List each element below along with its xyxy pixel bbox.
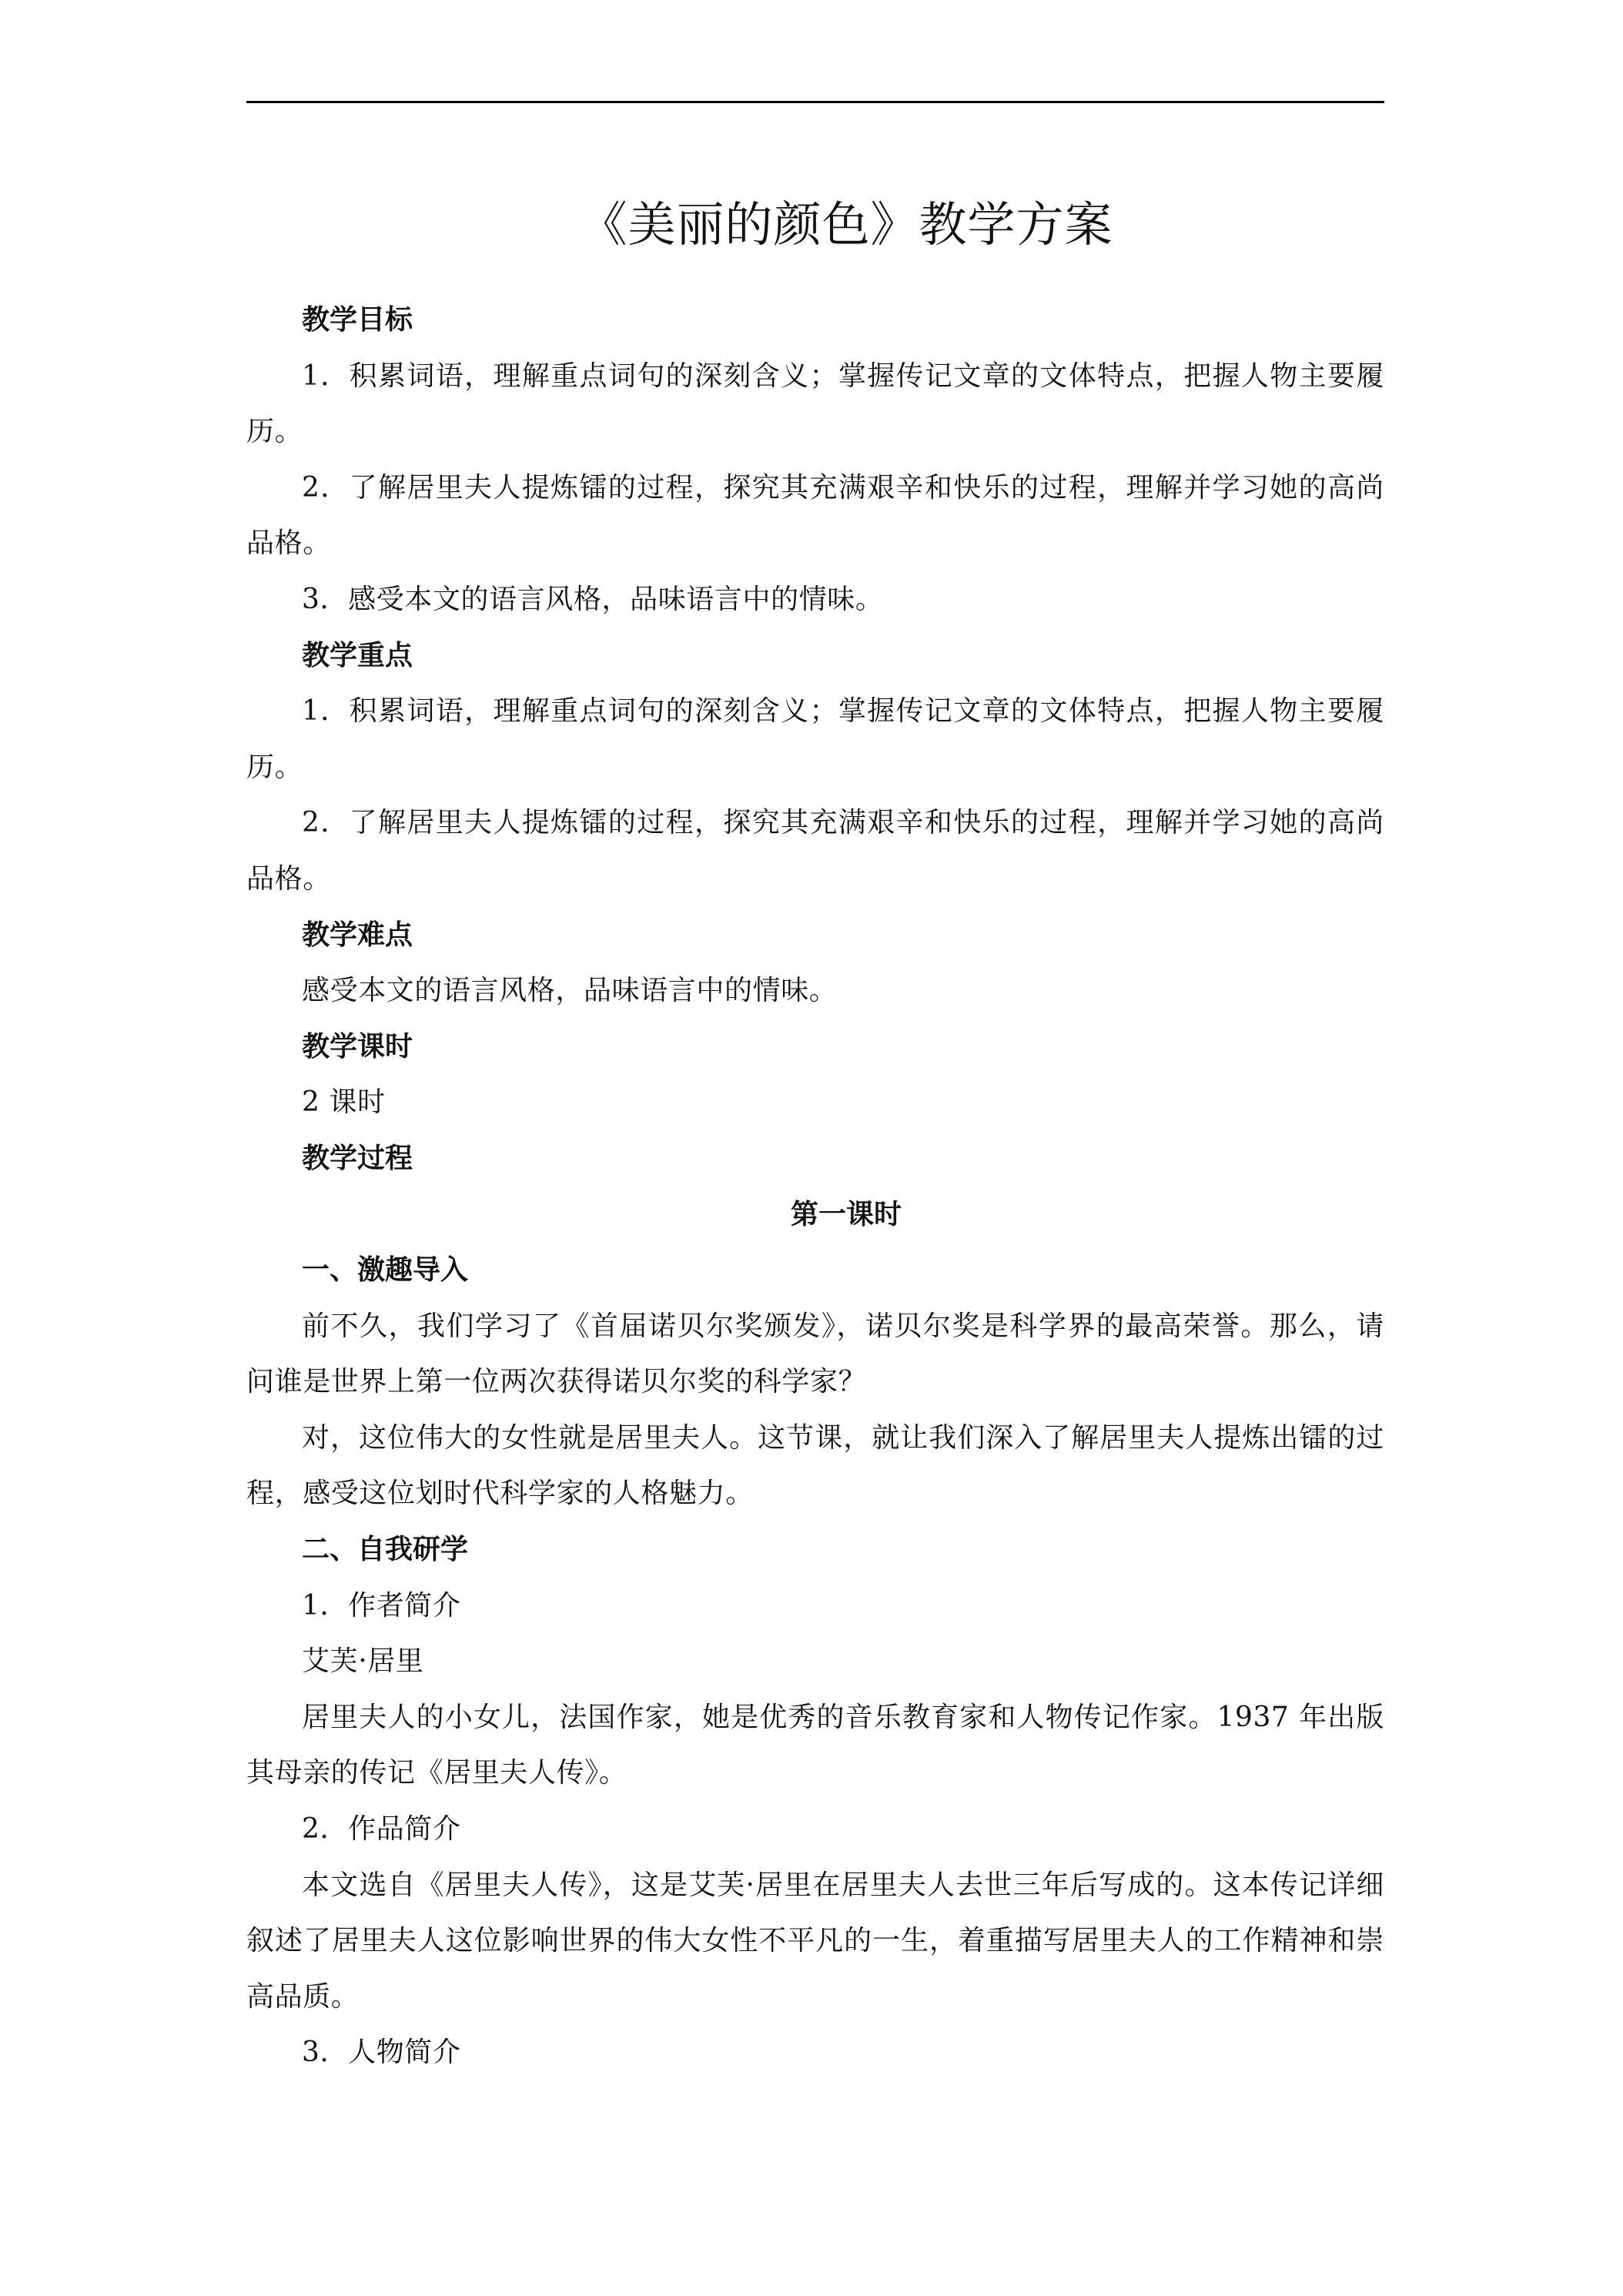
section-heading-intro: 一、激趣导入 <box>302 1254 469 1287</box>
paragraph: 感受本文的语言风格，品味语言中的情味。 <box>302 975 838 1007</box>
document-body <box>246 185 1384 2081</box>
paragraph: 3．人物简介 <box>302 2037 461 2069</box>
paragraph: 2．了解居里夫人提炼镭的过程，探究其充满艰辛和快乐的过程，理解并学习她的高尚品格。 <box>246 471 1384 560</box>
paragraph: 3．感受本文的语言风格，品味语言中的情味。 <box>302 583 884 615</box>
document-title: 《美丽的颜色》教学方案 <box>579 196 1113 253</box>
paragraph: 2．了解居里夫人提炼镭的过程，探究其充满艰辛和快乐的过程，理解并学习她的高尚品格。 <box>246 807 1384 895</box>
section-heading-difficulties: 教学难点 <box>302 919 413 951</box>
lesson-subheading: 第一课时 <box>790 1198 902 1230</box>
paragraph: 2 课时 <box>302 1086 386 1119</box>
header-rule <box>246 101 1384 103</box>
paragraph: 本文选自《居里夫人传》，这是艾芙·居里在居里夫人去世三年后写成的。这本传记详细叙述了居里夫人这位影响世界的伟大女性不平凡的一生，着重描写居里夫人的工作精神和崇高品质。 <box>246 1869 1384 2013</box>
section-heading-self-study: 二、自我研学 <box>302 1534 469 1566</box>
section-heading-class-hours: 教学课时 <box>302 1030 413 1063</box>
paragraph: 艾芙·居里 <box>302 1645 424 1678</box>
section-heading-teaching-goals: 教学目标 <box>302 304 413 336</box>
paragraph: 1．积累词语，理解重点词句的深刻含义；掌握传记文章的文体特点，把握人物主要履历。 <box>246 360 1384 448</box>
paragraph: 对，这位伟大的女性就是居里夫人。这节课，就让我们深入了解居里夫人提炼出镭的过程，感受这位划时代科学家的人格魅力。 <box>246 1421 1384 1510</box>
paragraph: 2．作品简介 <box>302 1813 461 1846</box>
paragraph: 居里夫人的小女儿，法国作家，她是优秀的音乐教育家和人物传记作家。1937 年出版其母亲的传记《居里夫人传》。 <box>246 1701 1384 1789</box>
paragraph: 1．积累词语，理解重点词句的深刻含义；掌握传记文章的文体特点，把握人物主要履历。 <box>246 695 1384 783</box>
section-heading-teaching-process: 教学过程 <box>302 1142 413 1174</box>
section-heading-key-points: 教学重点 <box>302 639 413 671</box>
paragraph: 1．作者简介 <box>302 1589 461 1622</box>
paragraph: 前不久，我们学习了《首届诺贝尔奖颁发》，诺贝尔奖是科学界的最高荣誉。那么，请问谁是世界上第一位两次获得诺贝尔奖的科学家？ <box>246 1310 1384 1398</box>
